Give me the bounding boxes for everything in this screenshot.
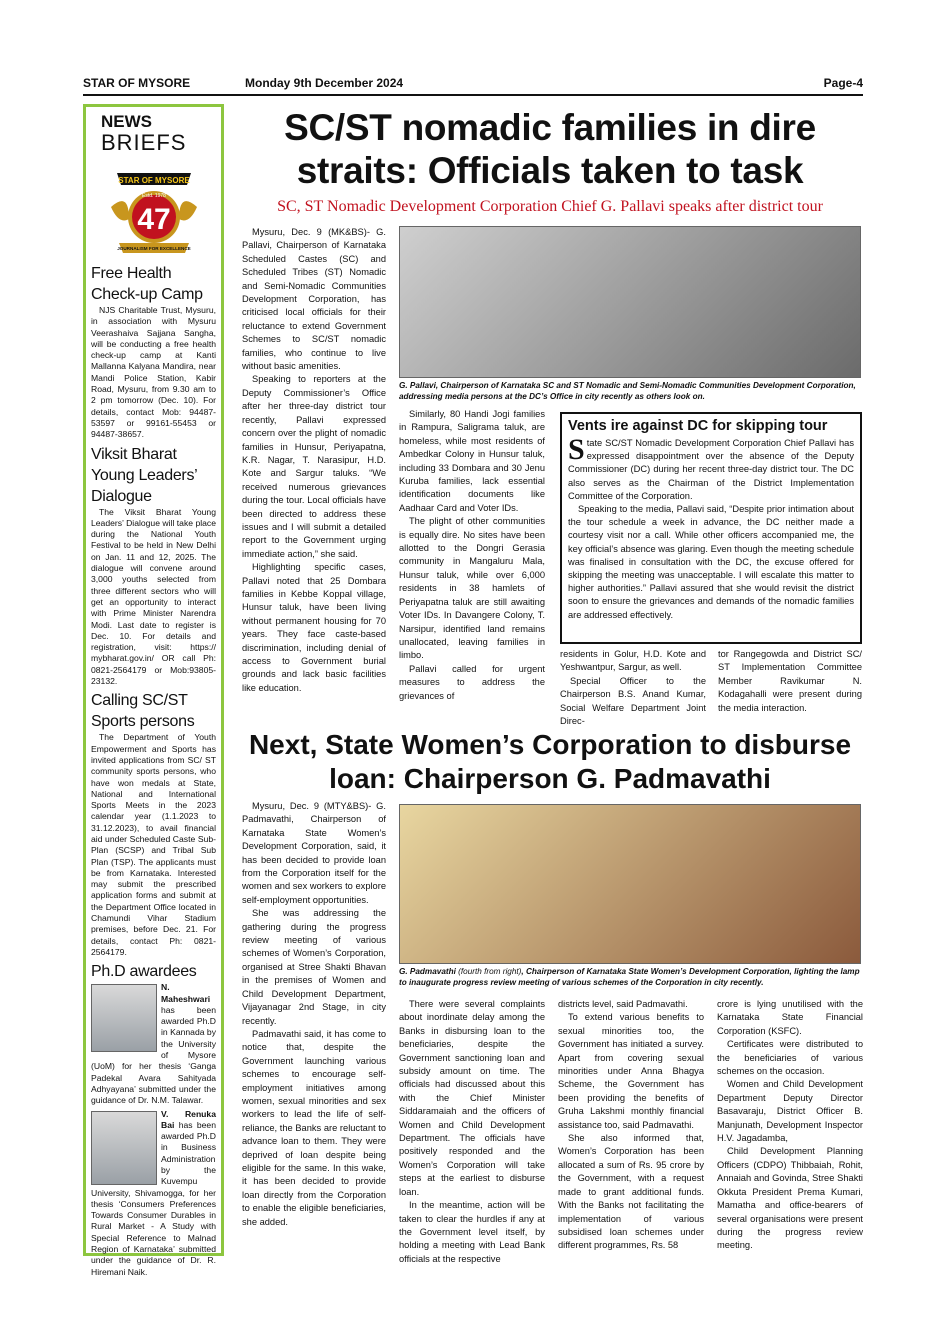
story2-headline-line2: loan: Chairperson G. Padmavathi [329, 763, 771, 794]
story1-col4: tor Rangegowda and District SC/ ST Implementation Committee Member Ravikumar N. Kodagahalli were present during the media interaction. [718, 649, 862, 713]
brief-3-body: The Department of Youth Empowerment and Sports has invited applications from SC/ ST community sports persons, who have won medals at State, National and International Sports Meets in the 2023 calendar year (1.1.2023 to 31.12.2023), to avail financial aid under Scheduled Caste Sub-Plan (SCSP) and Tribal Sub Plan (TSP). The applicants must be from Karnataka. Interested may submit the prescribed application forms and submit at the Department Office located in Chamundi Vihar Stadium premises, before Dec. 21. For details, contact Ph: 0821-2564179. [91, 732, 216, 957]
dc-box-p2: Speaking to the media, Pallavi said, “Despite prior intimation about the tour schedule a week in advance, the DC neither made a courtesy visit nor a call. While other officers accompanied me, the key official’s absence was glaring. Even though the meeting schedule was finalised in consultation with the DC, the excuse offered for skipping the meeting was unacceptable. I will escalate this matter to higher authorities.” Pallavi assured that she would revisit the district soon to ensure the grievances and demands of the nomadic families are addressed effectively. [568, 504, 854, 620]
story2-col1-p2: She was addressing the gathering during the progress review meeting of various schemes of Women’s Corporation, organised at Stree Shakti Bhavan in the premises of Women and Child Development Department, Vijayanagar 2nd Stage, in city recently. [242, 908, 386, 1026]
phd-awardee-1 [91, 982, 216, 1106]
story2-col4-p3: Women and Child Development Department Deputy Director Basavaraju, District Officer B. Manjunath, Development Inspector H.V. Jagadamba, [717, 1079, 863, 1144]
story2-col4-p4: Child Development Planning Officers (CDPO) Thibbaiah, Rohit, Annaiah and Govinda, Stree Shakti Okkuta President Prema Kumari, Mamatha and office-bearers of several organisations were present during the progress review meeting. [717, 1146, 863, 1251]
svg-text:JOURNALISM FOR EXCELLENCE: JOURNALISM FOR EXCELLENCE [116, 246, 191, 251]
brief-2-body: The Viksit Bharat Young Leaders’ Dialogue will take place during the National Youth Festival to be held in New Delhi on Jan. 11 and 12, 2025. The dialogue will convene around 3,000 youths selected from three different sectors who will get an opportunity to interact with Prime Minister Narendra Modi. Last date to register is Dec. 10. For details and registration, visit: https:// mybharat.gov.in/ OR call Ph: 0821-2564179 or Mob:93805-23132. [91, 506, 216, 687]
story2-col3 [558, 998, 704, 1272]
page-number: Page-4 [823, 76, 863, 90]
story2-col2-p1: There were several complaints about inordinate delay among the Banks in disbursing loan to the beneficiaries, despite the Government sanctioning loan and subsidy amount on time. The officials had discussed about this with the Chief Minister Siddaramaiah and the officers of Women and Child Development Department. The officials have positively responded and the Women’s Corporation will take steps at the earliest to disburse loan. [399, 999, 545, 1197]
brief-2-head: Viksit Bharat Young Leaders’ Dialogue [91, 445, 197, 505]
story2-col1 [242, 800, 386, 1272]
story1-subhead: SC, ST Nomadic Development Corporation Chief G. Pallavi speaks after district tour [277, 198, 823, 215]
maheshwari-photo [91, 984, 157, 1052]
story2-col1-p3: Padmavathi said, it has come to notice that, despite the Government launching various schemes to encourage self-employment initiatives among women, sexual minorities and sex workers to lead the life of self-reliance, the Banks are reluctant to advance loan to them. They were deprived of loan despite being eligible for the same. In this wake, it has been decided to provide loan directly from the Corporation to enable the eligible beneficiaries, she added. [242, 1028, 386, 1227]
star-of-mysore-47-logo-icon [109, 163, 199, 259]
story2-col2-p2: In the meantime, action will be taken to clear the hurdles if any at the Government level itself, by holding a meeting with Lead Bank officials at the respective [399, 1200, 545, 1264]
story2-headline-line1: Next, State Women’s Corporation to disburse [248, 729, 852, 760]
caption-name: G. Padmavathi [399, 967, 456, 976]
story1-headline-line2: straits: Officials taken to task [296, 150, 804, 191]
story2-col3-p3: She also informed that, Women’s Corporation has been allocated a sum of Rs. 95 crore by the Government, with a request made to grant additional funds. With the Banks not facilitating the implementation of various subsidised loan schemes under different programmes, Rs. 58 [558, 1133, 704, 1251]
story1-caption: G. Pallavi, Chairperson of Karnataka SC and ST Nomadic and Semi-Nomadic Communities Development Corporation, addressing media persons at the DC’s Office in city recently as others look on. [399, 381, 856, 401]
story2-col4 [717, 998, 863, 1272]
story2-col3-p1: districts level, said Padmavathi. [558, 999, 688, 1009]
phd-awardee-2 [91, 1109, 216, 1278]
caption-rest: , Chairperson of Karnataka State Women’s Development Corporation, lighting the lamp to inaugurate progress review meeting of various schemes of the Corporation in city recently. [399, 967, 860, 987]
story2-caption [399, 966, 861, 988]
story1-col1 [242, 226, 386, 718]
anniversary-logo [109, 163, 199, 259]
brief-1-body: NJS Charitable Trust, Mysuru, in association with Mysuru Veerashaiva Sajjana Sangha, will be conducting a free health check-up camp at Kanti Mallanna Kalyana Mandira, near Mandi Police Station, Kabir Road, Mysuru, from 9.30 am to 2 pm tomorrow (Dec. 10). For details, contact Mob: 94487-53597 or 99161-55453 or 94487-38657. [91, 305, 216, 440]
phd-head: Ph.D awardees [91, 963, 197, 981]
story1-photo [399, 226, 861, 378]
story1-col1-p2: Speaking to reporters at the Deputy Commissioner’s Office after her three-day district tour recently, Pallavi expressed concern over the plight of nomadic families in Hunsur, Periyapatna, K.R. Nagar, T. Narasipur, H.D. Kote and Sargur taluks. “We received numerous grievances during the tour. Local officials have been directed to address these issues and I will submit a detailed report to the Government urging immediate action,” she said. [242, 374, 386, 559]
caption-position: (fourth from right) [455, 967, 522, 976]
story1-col3-p2: Special Officer to the Chairperson B.S. Anand Kumar, Social Welfare Department Joint Direc- [560, 675, 706, 727]
story1-col2-p2: The plight of other communities is equally dire. No sites have been allotted to the Dongri Gerasia community in Mangaluru Mala, Hunsur taluk, while over 6,000 residents in 38 hamlets of Periyapatna taluk are still awaiting Voter IDs. In Davangere Colony, T. Narsipur, identified land remains unallocated, leaving families in limbo. [399, 516, 545, 661]
story2-col4-p1: crore is lying unutilised with the Karnataka State Financial Corporation (KSFC). [717, 999, 863, 1036]
story1-col3 [560, 648, 706, 727]
dc-box-text [568, 433, 854, 622]
dc-box-p1: tate SC/ST Nomadic Development Corporation Chief Pallavi has expressed disappointment over the absence of the Deputy Commissioner (DC) during her recent three-day district tour. The DC also serves as the Chairman of the District Implementation Committee of the Corporation. [568, 438, 854, 501]
brief-1-head: Free Health Check-up Camp [91, 265, 203, 303]
story2-headline [232, 728, 868, 796]
story2-photo [399, 804, 861, 964]
story1-col3-p1: residents in Golur, H.D. Kote and Yeshwantpur, Sargur, as well. [560, 649, 706, 673]
news-briefs-subtitle: BRIEFS [101, 130, 187, 155]
story2-col1-p1: Mysuru, Dec. 9 (MTY&BS)- G. Padmavathi, Chairperson of Karnataka State Women’s Development Corporation, said, it has been decided to provide loan from the Corporation itself for the women and sex workers to explore self-employment opportunities. [242, 801, 386, 905]
phd-1-name: N. Maheshwari [161, 982, 211, 1004]
story1-headline-line1: SC/ST nomadic families in dire [284, 107, 816, 148]
dc-box-head: Vents ire against DC for skipping tour [568, 418, 828, 434]
phd-1-text: has been awarded Ph.D in Kannada by the University of Mysore (UoM) for her thesis ‘Ganga Padekal Avara Sahityada Adhyayana’ submitted under the guidance of Dr. N.M. Talawar. [91, 1004, 216, 1106]
phd-2-text: has been awarded Ph.D in Business Administration by the Kuvempu University, Shivamogga, for her thesis ‘Consumers Preferences Towards Consumer Durables in Rural Market - A Study with Special Reference to Malnad Region of Karnataka’ submitted under the guidance of Dr. R. Hiremani Naik. [91, 1119, 216, 1277]
story2-col4-p2: Certificates were distributed to the beneficiaries of various schemes on the occasion. [717, 1039, 863, 1077]
paper-name: STAR OF MYSORE [83, 76, 191, 90]
story1-col2 [399, 408, 545, 718]
header-rule [83, 94, 863, 96]
svg-text:STAR OF MYSORE: STAR OF MYSORE [117, 176, 190, 185]
news-briefs-title: NEWS [101, 112, 152, 131]
news-briefs-sidebar [83, 104, 224, 1277]
drop-cap: S [568, 433, 585, 466]
story1-col2-p1: Similarly, 80 Handi Jogi families in Rampura, Saligrama taluk, are homeless, while most residents of Ambedkar Colony in Hunsur taluk, including 33 Dombara and 30 Jenu Kuruba families, lack essential identification documents like Aadhaar Card and Voter IDs. [399, 409, 545, 513]
svg-text:47: 47 [136, 203, 171, 236]
story1-col2-p3: Pallavi called for urgent measures to address the grievances of [399, 663, 545, 701]
story2-col2 [399, 998, 545, 1272]
story1-col1-p1: Mysuru, Dec. 9 (MK&BS)- G. Pallavi, Chairperson of Karnataka Scheduled Castes (SC) and Scheduled Tribes (ST) Nomadic and Semi-Nomadic Communities Development Corporation, has criticised local officials for their reluctance to extend Government Schemes to SC/ST nomadic families, who continue to live without basic amenities. [242, 227, 386, 372]
story1-col1-p3: Highlighting specific cases, Pallavi noted that 25 Dombara families in Kebbe Koppal village, Hunsur taluk, have been living without permanent housing for 70 years. They face caste-based discrimination, including denial of access to Government burial grounds and lack basic facilities like education. [242, 562, 386, 693]
brief-3-head: Calling SC/ST Sports persons [91, 692, 195, 731]
story2-col3-p2: To extend various benefits to sexual minorities too, the Government has initiated a survey. Apart from covering sexual minorities under Anna Bhagya Scheme, the Government has been providing the benefits of Gruha Lakshmi monthly financial assistance too, said Padmavathi. [558, 1012, 704, 1130]
phd-2-name: V. Renuka Bai [161, 1108, 216, 1130]
dc-sidebar-box [560, 412, 862, 644]
issue-date: Monday 9th December 2024 [245, 76, 404, 90]
svg-text:Estd. 1978: Estd. 1978 [141, 193, 166, 199]
renuka-bai-photo [91, 1111, 157, 1185]
page-header [83, 76, 863, 92]
story1-headline [232, 106, 868, 192]
